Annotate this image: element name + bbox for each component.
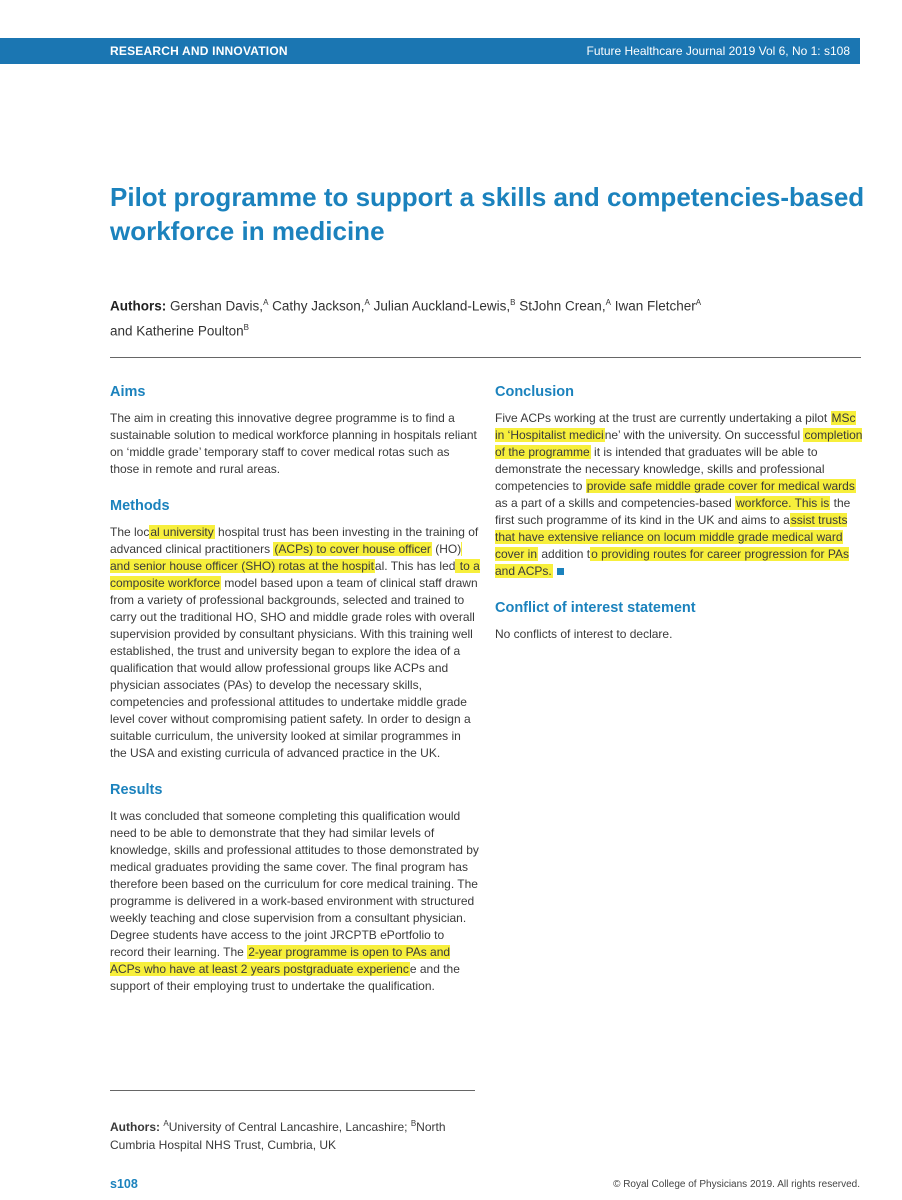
methods-text-segment: hospital trust has been investing in the training of advanced clinical practitioners <box>110 525 479 556</box>
author-affiliation-mark: A <box>695 298 702 307</box>
methods-text-segment: model based upon a team of clinical staff drawn from a variety of professional backgrounds, selected and trained to carry out the traditional HO, SHO and middle grade roles with overall supervision provided by consultant physicians. With this training well established, the trust and university began to explore the idea of a qualification that would allow professional groups like ACPs and physician associates (PAs) to develop the necessary skills, competencies and professional attitudes to undertake middle grade level cover without compromising patient safety. In order to design a suitable curriculum, the university looked at similar programmes in the USA and existing curricula of advanced practice in the UK. <box>110 576 478 760</box>
author-affiliation-mark: A <box>263 298 269 307</box>
affiliations-label: Authors: <box>110 1120 160 1134</box>
left-column <box>110 384 480 1015</box>
methods-text-segment: (HO) <box>431 542 462 556</box>
end-of-article-marker <box>557 568 564 575</box>
conclusion-heading: Conclusion <box>495 384 574 400</box>
authors-label: Authors: <box>110 298 167 314</box>
article-title: Pilot programme to support a skills and competencies-based workforce in medicine <box>110 182 865 246</box>
methods-text-segment: The loc <box>110 525 150 539</box>
conclusion-text-segment: it is intended that graduates will be able to demonstrate the necessary knowledge, skills and professional competencies to <box>495 445 825 493</box>
conflict-text: No conflicts of interest to declare. <box>495 627 673 641</box>
highlighted-text: o providing routes for career progression for PAs and ACPs. <box>495 547 849 578</box>
results-text <box>110 808 480 995</box>
journal-header-bar <box>0 38 860 64</box>
journal-citation: Future Healthcare Journal 2019 Vol 6, No 1: s108 <box>586 44 850 58</box>
conclusion-text-segment: the first such programme of its kind in the UK and aims to a <box>495 496 851 527</box>
author-affiliations <box>110 1115 480 1154</box>
highlighted-text: provide safe middle grade cover for medical wards <box>586 479 855 493</box>
highlighted-text: MSc in ‘Hospitalist medici <box>495 411 856 442</box>
author-name: and Katherine Poulton <box>110 323 244 338</box>
results-text-segment: e and the support of their employing trust to undertake the qualification. <box>110 962 460 993</box>
section-label: RESEARCH AND INNOVATION <box>110 44 288 58</box>
copyright-notice: © Royal College of Physicians 2019. All rights reserved. <box>613 1179 860 1190</box>
highlighted-text: to a composite workforce <box>110 559 480 590</box>
author-name: StJohn Crean, <box>519 298 606 314</box>
methods-text-segment: al. This has led <box>374 559 456 573</box>
header-divider <box>110 357 861 358</box>
author-name: Julian Auckland-Lewis, <box>373 298 511 314</box>
footnote-divider <box>110 1090 475 1091</box>
results-text-segment: It was concluded that someone completing this qualification would need to be able to demonstrate that they had similar levels of knowledge, skills and professional attitudes to those demonstrated by medical graduates providing the same cover. The final program has therefore been based on the curriculum for core medical training. The programme is delivered in a work-based environment with structured weekly teaching and close supervision from a consultant physician. Degree students have access to the joint JRCPTB ePortfolio to record their learning. The <box>110 809 479 959</box>
author-affiliation-mark: A <box>605 298 611 307</box>
affiliation-b: North Cumbria Hospital NHS Trust, Cumbria, UK <box>110 1120 446 1152</box>
affiliation-mark-b: B <box>410 1119 417 1128</box>
conclusion-text <box>495 410 865 580</box>
author-list <box>110 292 810 341</box>
highlighted-text: and senior house officer (SHO) rotas at the hospit <box>110 542 462 573</box>
conclusion-text-segment: addition t <box>538 547 591 561</box>
affiliation-a: University of Central Lancashire, Lancashire; <box>168 1120 411 1134</box>
author-affiliation-mark: B <box>243 322 249 332</box>
conflict-heading: Conflict of interest statement <box>495 600 696 616</box>
conclusion-text-segment: ne’ with the university. On successful <box>604 428 804 442</box>
highlighted-text: workforce. This is <box>736 496 830 510</box>
highlighted-text: 2-year programme is open to PAs and ACPs who have at least 2 years postgraduate experienc <box>110 945 451 976</box>
methods-heading: Methods <box>110 498 170 514</box>
results-heading: Results <box>110 782 163 798</box>
methods-text <box>110 524 480 762</box>
highlighted-text: ssist trusts that have extensive reliance on locum middle grade medical ward cover in <box>495 513 848 561</box>
conclusion-text-segment: as a part of a skills and competencies-based <box>495 496 736 510</box>
author-name: Cathy Jackson, <box>272 298 365 314</box>
aims-heading: Aims <box>110 384 146 400</box>
author-affiliation-mark: A <box>364 298 370 307</box>
aims-text: The aim in creating this innovative degree programme is to find a sustainable solution to medical workforce planning in hospitals reliant on ‘middle grade’ temporary staff to cover medical rotas such as those in remote and rural areas. <box>110 411 477 476</box>
highlighted-text: completion of the programme <box>495 428 863 459</box>
conclusion-text-segment: Five ACPs working at the trust are currently undertaking a pilot <box>495 411 831 425</box>
highlighted-text: (ACPs) to cover house officer <box>274 542 431 556</box>
right-column <box>495 384 865 663</box>
affiliation-mark-a: A <box>163 1119 169 1128</box>
author-name: Iwan Fletcher <box>614 298 696 314</box>
highlighted-text: al university <box>150 525 214 539</box>
page-number: s108 <box>110 1177 138 1191</box>
author-affiliation-mark: B <box>510 298 516 307</box>
author-name: Gershan Davis, <box>170 298 264 314</box>
